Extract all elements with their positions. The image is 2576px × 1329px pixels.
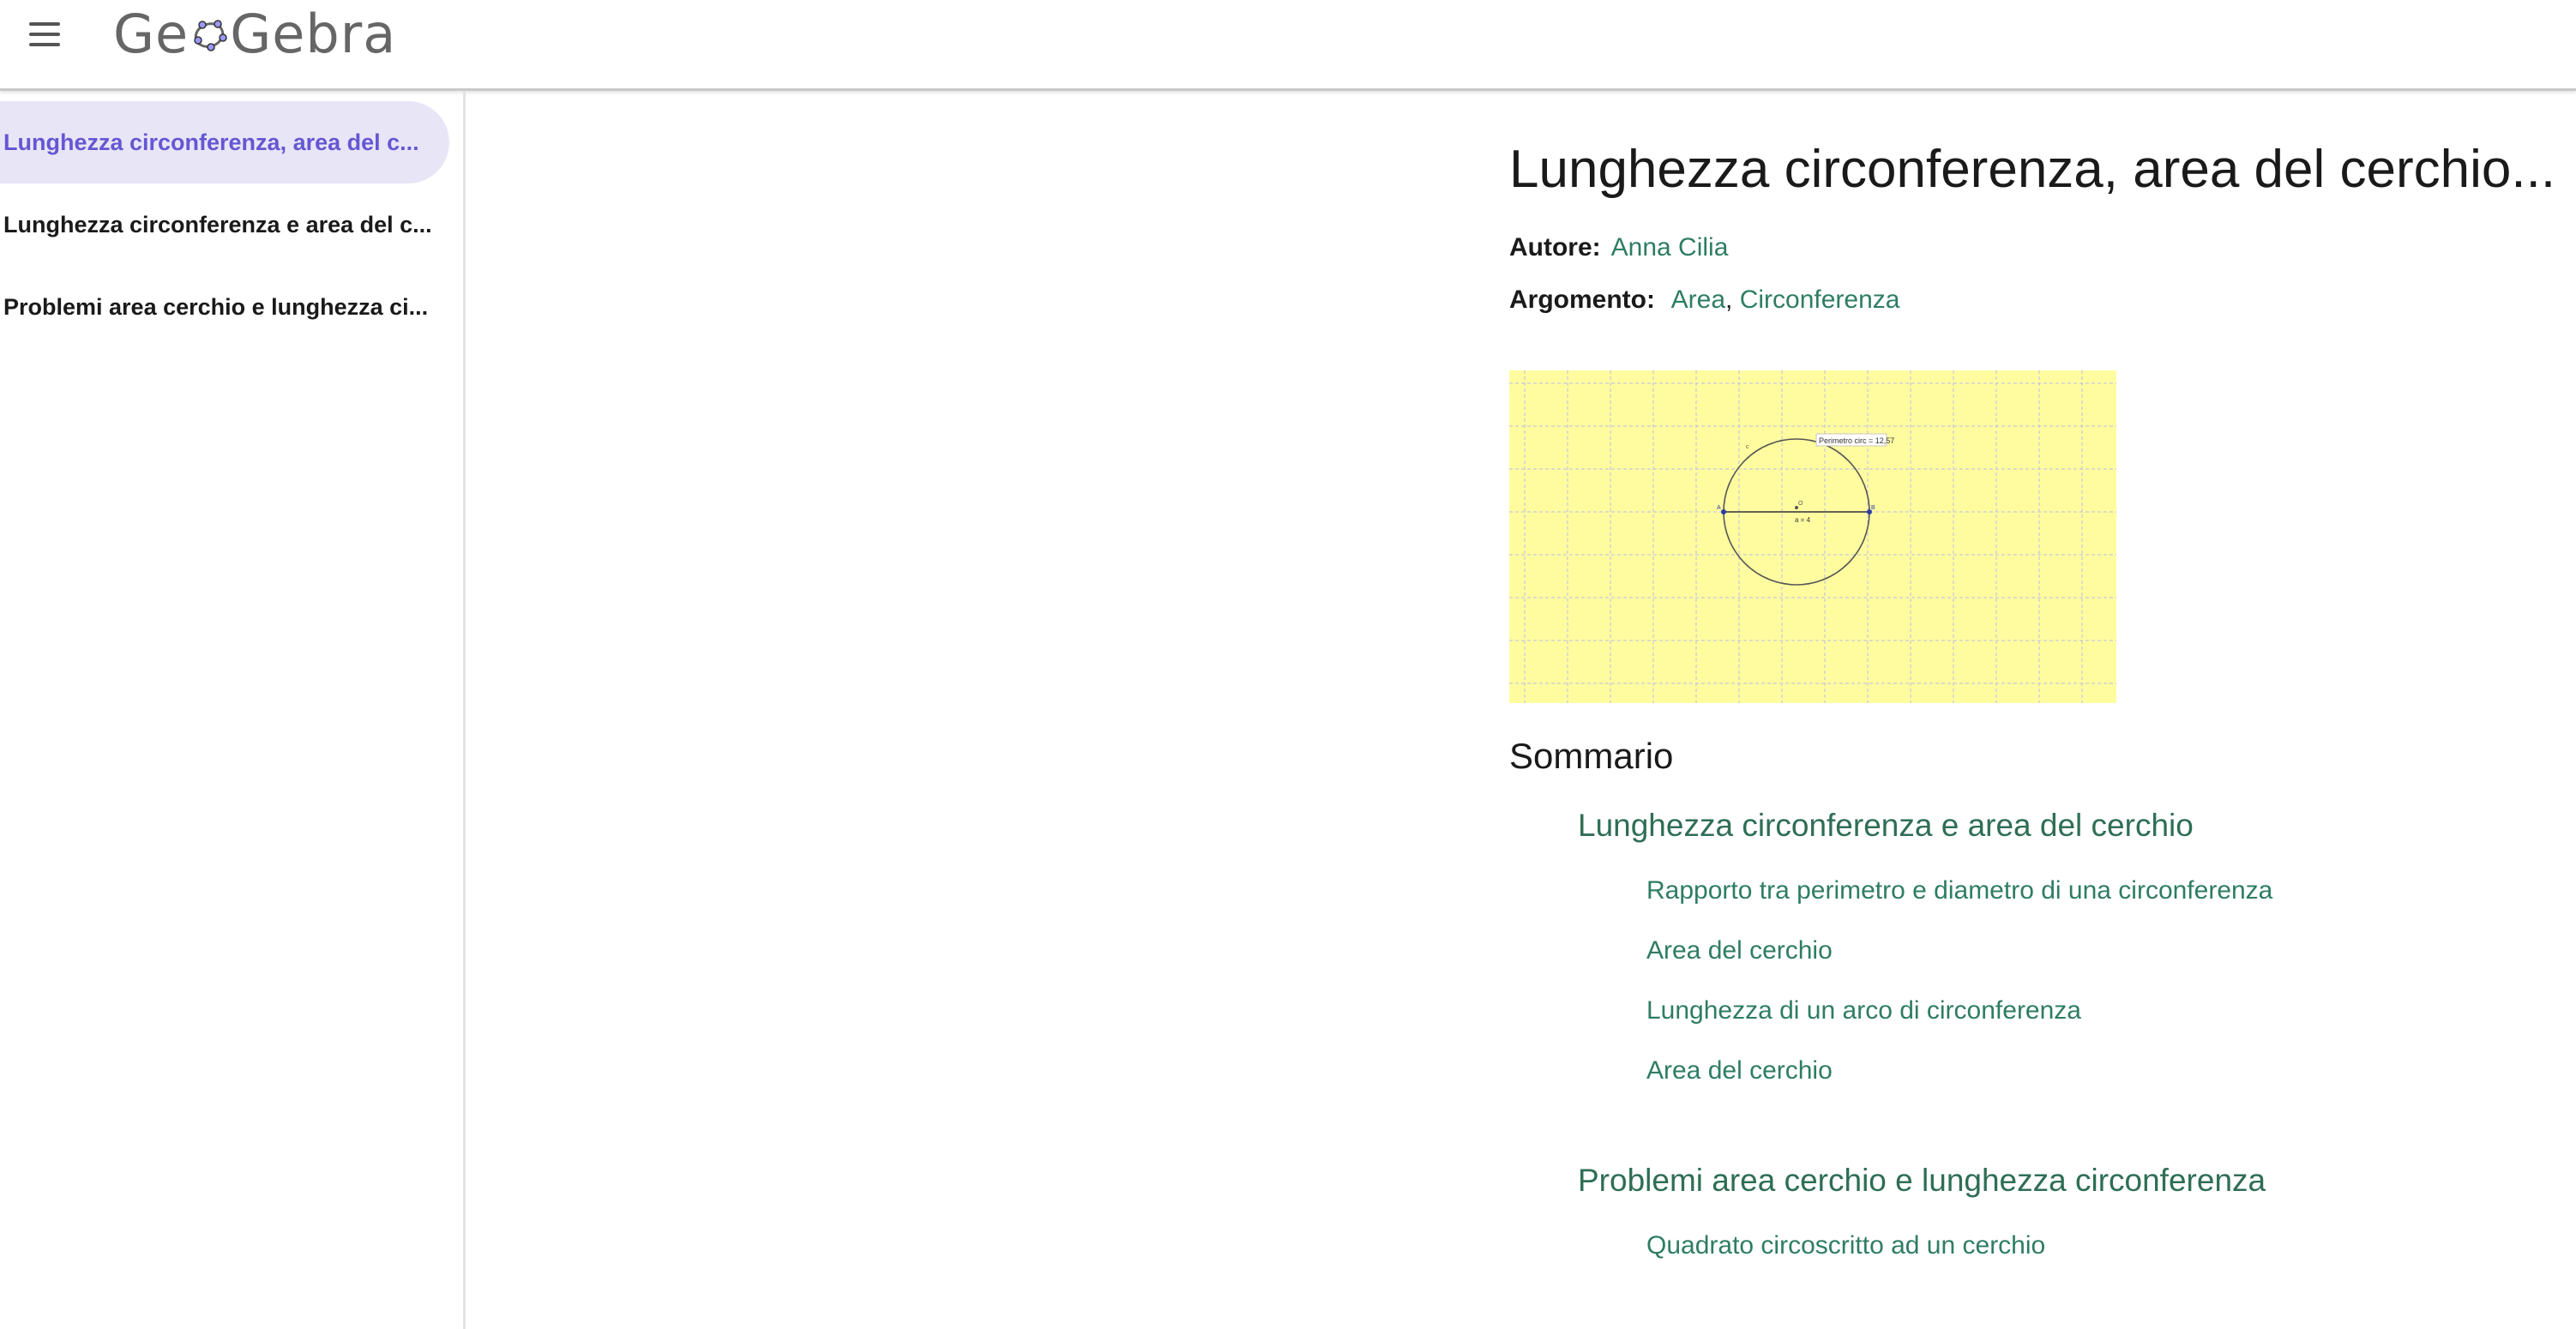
author-row — [1509, 233, 1728, 262]
sidebar-item-label: Problemi area cerchio e lunghezza ci... — [3, 293, 429, 320]
topic-link-area[interactable]: Area — [1670, 286, 1726, 314]
lesson-link[interactable]: Lunghezza di un arco di circonferenza — [1646, 996, 2081, 1025]
topic-separator: , — [1725, 286, 1740, 314]
sidebar-item-label: Lunghezza circonferenza e area del c... — [3, 211, 432, 238]
logo-text-right: Gebra — [230, 2, 397, 65]
topic-row — [1509, 286, 1899, 315]
geogebra-ellipse-icon — [190, 15, 228, 52]
thumbnail-point-a: A — [1717, 505, 1721, 511]
lesson-link[interactable]: Area del cerchio — [1646, 936, 1833, 965]
author-link[interactable]: Anna Cilia — [1610, 233, 1729, 262]
lesson-link[interactable]: Quadrato circoscritto ad un cerchio — [1646, 1231, 2046, 1260]
lesson-link[interactable]: Area del cerchio — [1646, 1056, 1833, 1085]
geogebra-logo[interactable] — [113, 3, 396, 63]
page-title: Lunghezza circonferenza, area del cerchio... — [1509, 140, 2556, 199]
sidebar-item-label: Lunghezza circonferenza, area del c... — [3, 129, 419, 155]
thumbnail-circle-label: c — [1746, 444, 1749, 450]
thumbnail-perimeter-label: Perimetro circ = 12,57 — [1819, 436, 1895, 445]
sidebar-item-chapter-1[interactable] — [0, 183, 449, 266]
thumbnail-center-label: O — [1798, 501, 1803, 507]
author-label: Autore: — [1509, 233, 1601, 262]
topic-link-circonferenza[interactable]: Circonferenza — [1739, 286, 1900, 314]
sidebar — [0, 91, 466, 1329]
chapter-link-1[interactable]: Lunghezza circonferenza e area del cerchio — [1578, 808, 2194, 843]
hamburger-menu-icon[interactable] — [26, 19, 63, 50]
sidebar-item-book[interactable] — [0, 101, 449, 183]
sidebar-item-chapter-2[interactable] — [0, 266, 449, 348]
thumbnail-point-b: B — [1871, 505, 1875, 511]
logo-text-left: Ge — [113, 2, 190, 65]
thumbnail-graphic — [1509, 370, 2116, 703]
topic-label: Argomento: — [1509, 286, 1655, 314]
chapter-link-2[interactable]: Problemi area cerchio e lunghezza circonferenza — [1578, 1163, 2266, 1198]
thumbnail-radius-label: a = 4 — [1795, 516, 1811, 524]
book-thumbnail[interactable] — [1509, 370, 2116, 703]
top-header — [0, 0, 2576, 91]
summary-title: Sommario — [1509, 736, 1674, 776]
lesson-link[interactable]: Rapporto tra perimetro e diametro di una circonferenza — [1646, 876, 2273, 905]
